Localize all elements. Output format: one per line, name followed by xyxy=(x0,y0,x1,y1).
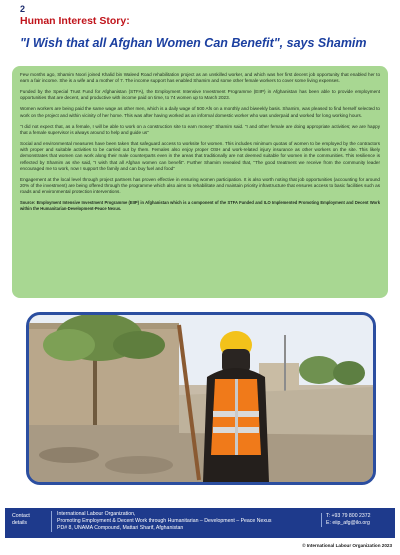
story-paragraph: Few months ago, Shamim Noori joined Khalid bin Waleed Road rehabilitation project as an unskilled worker, and which was her first decent job opportunity that enabled her to earn a fair income. She is a wife and a mother of 7. The income support has enabled Shamim and some other female workers to cover some living expenses. xyxy=(20,72,380,84)
story-paragraph: Engagement at the local level through project partners has proven effective in ensuring women participation. It is also worth noting that job opportunities (accounting for around 20% of the investment) are being offered through the programme which also aims to rehabilitate and maintain priority infrastructure that ensures access to basic facilities such as roads and environmental protection interventions. xyxy=(20,176,380,195)
story-paragraph: "I did not expect that, as a female, I will be able to work on a construction site to earn money" Shamim said. "I and other female are doing appropriate activities; we are happy that a female supervisor is always around to help and guide us" xyxy=(20,123,380,135)
contact-email-link[interactable]: E: eiip_afg@ilo.org xyxy=(326,520,370,526)
contact-label: Contact details xyxy=(12,513,30,526)
worker-photo xyxy=(26,312,376,485)
copyright: © International Labour Organization 2023 xyxy=(302,543,392,548)
contact-footer xyxy=(5,508,395,538)
contact-address xyxy=(51,511,321,532)
story-paragraph: Social and environmental measures have been taken that safeguard access to worksite for women. This includes minimum quotas of women to be employed by the contractors with proper and suitable activities to be carried out by them. Females also enjoy proper OSH and work-related injury insurance as other workers on the site. This likely demonstrates that women can work along their male counterparts even in the areas that traditionally are not deemed suitable for women in the communities. This resilience is reflected by Shamim as she said, "I wish that all Afghan women can benefit". Further Shamim revealed that, "The good treatment we receive from the community leader encouraged me to work, now I support the family and can buy fuel and food" xyxy=(20,140,380,171)
story-paragraph: Women workers are being paid the same wage as other men, which is a daily wage of 500 Afs on a monthly and biweekly basis. Shamim, was pleased to find herself selected to work on the project and within vicinity of her home. This was after having worked as an informal domestic worker who was underpaid and worked for long working hours. xyxy=(20,106,380,118)
contact-line: International Labour Organization, xyxy=(57,511,136,517)
contact-phone: T: +93 79 800 2372 xyxy=(326,513,371,519)
story-box xyxy=(12,66,388,298)
page-number: 2 xyxy=(20,4,26,14)
story-paragraph: Funded by the Special Trust Fund for Afghanistan (STFA), the Employment Intensive Investment Programme (EIIP) in Afghanistan has been able to provide employment opportunities that are decent, and productive with income paid on time, to 74 women up to March 2023. xyxy=(20,89,380,101)
section-label: Human Interest Story: xyxy=(20,15,130,27)
contact-line: PD# 8, UNAMA Compound, Mattari Sharif, Afghanistan xyxy=(57,525,184,531)
story-headline: "I Wish that all Afghan Women Can Benefit", says Shamim xyxy=(20,36,367,50)
contact-line: Promoting Employment & Decent Work through Humanitarian – Development – Peace Nexus xyxy=(57,518,272,524)
contact-phone-email xyxy=(321,513,391,527)
story-source-note: Source: Employment Intensive Investment Programme (EIIP) in Afghanistan which is a component of the STFA Funded and ILO Implemented Promoting Employment and Decent Work within the Humanitarian-Development-Peace Nexus. xyxy=(20,200,380,211)
